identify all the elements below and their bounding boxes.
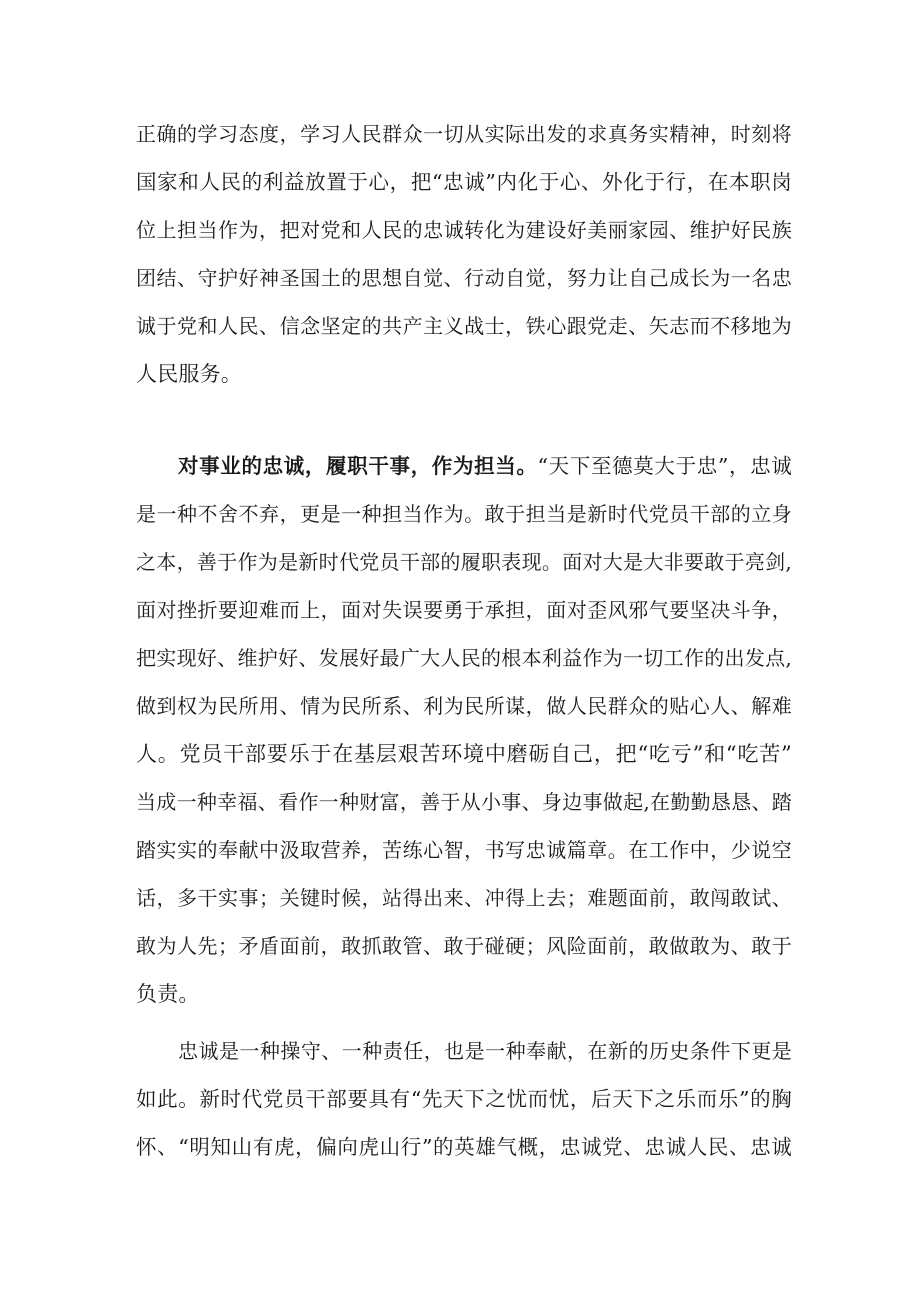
text-line: 负责。 (136, 982, 200, 1006)
text-line: 踏实实的奉献中汲取营养，苦练心智，书写忠诚篇章。在工作中，少说空 (136, 838, 792, 862)
text-line: 把实现好、维护好、发展好最广大人民的根本利益作为一切工作的出发点, (136, 646, 792, 670)
paragraph-1 (136, 110, 792, 398)
text-line: 话，多干实事；关键时候，站得出来、冲得上去；难题面前，敢闯敢试、 (136, 886, 792, 910)
text-line: 之本，善于作为是新时代党员干部的履职表现。面对大是大非要敢于亮剑, (136, 550, 792, 574)
text-line: 做到权为民所用、情为民所系、利为民所谋，做人民群众的贴心人、解难 (136, 694, 792, 718)
text-line-first: 忠诚是一种操守、一种责任，也是一种奉献，在新的历史条件下更是 (178, 1039, 792, 1063)
text-line: 团结、守护好神圣国土的思想自觉、行动自觉，努力让自己成长为一名忠 (136, 266, 792, 290)
text-line: 国家和人民的利益放置于心，把“忠诚”内化于心、外化于行，在本职岗 (136, 170, 792, 194)
paragraph-lead-text: “天下至德莫大于忠”，忠诚 (537, 454, 792, 478)
text-line: 面对挫折要迎难而上，面对失误要勇于承担，面对歪风邪气要坚决斗争， (136, 598, 792, 622)
text-line: 是一种不舍不弃，更是一种担当作为。敢于担当是新时代党员干部的立身 (136, 502, 792, 526)
text-line: 正确的学习态度，学习人民群众一切从实际出发的求真务实精神，时刻将 (136, 122, 792, 146)
paragraph-3 (136, 1027, 792, 1171)
paragraph-heading-bold: 对事业的忠诚，履职干事，作为担当。 (178, 454, 538, 478)
text-line: 当成一种幸福、看作一种财富，善于从小事、身边事做起,在勤勤恳恳、踏 (136, 790, 792, 814)
text-line-first (136, 442, 792, 490)
text-line: 人民服务。 (136, 362, 242, 386)
text-line: 诚于党和人民、信念坚定的共产主义战士，铁心跟党走、矢志而不移地为 (136, 314, 792, 338)
text-line: 怀、“明知山有虎，偏向虎山行”的英雄气概，忠诚党、忠诚人民、忠诚 (136, 1135, 792, 1159)
text-line: 人。党员干部要乐于在基层艰苦环境中磨砺自己，把“吃亏”和“吃苦” (136, 742, 792, 766)
text-line: 敢为人先；矛盾面前，敢抓敢管、敢于碰硬；风险面前，敢做敢为、敢于 (136, 934, 792, 958)
text-line: 位上担当作为，把对党和人民的忠诚转化为建设好美丽家园、维护好民族 (136, 218, 792, 242)
text-line: 如此。新时代党员干部要具有“先天下之忧而忧，后天下之乐而乐”的胸 (136, 1087, 792, 1111)
paragraph-2 (136, 442, 792, 1018)
